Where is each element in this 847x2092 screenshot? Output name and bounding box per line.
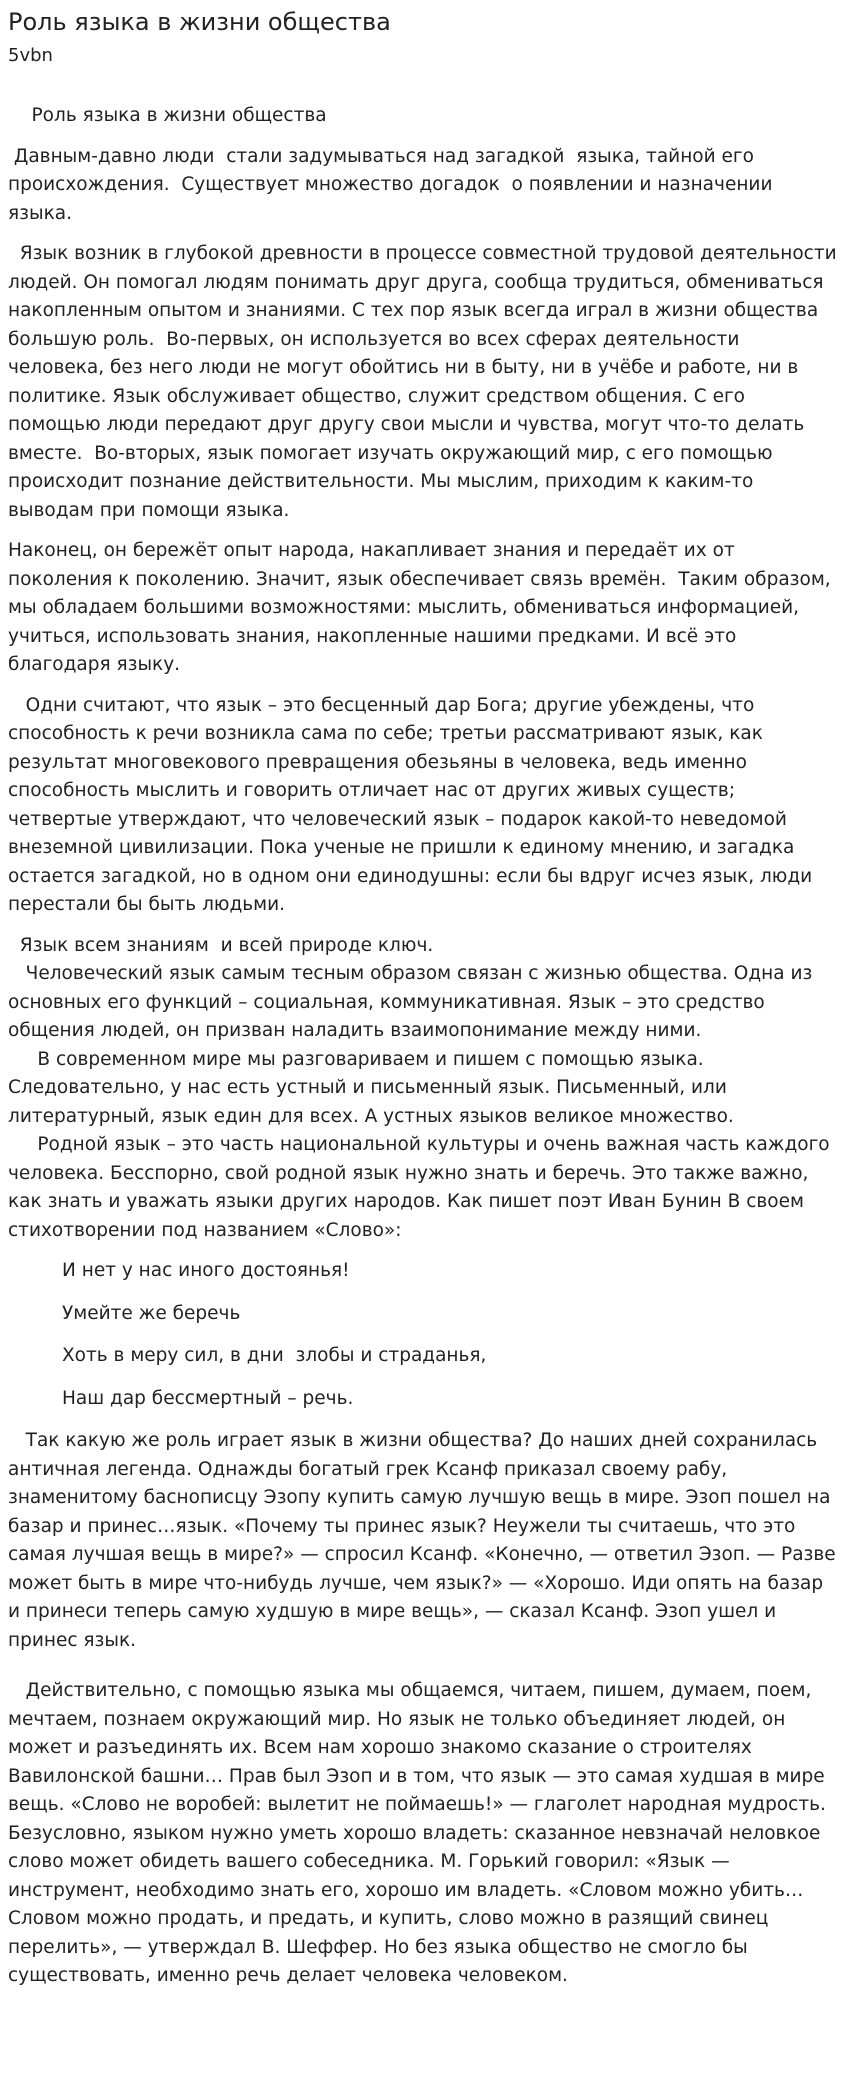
paragraph: Так какую же роль играет язык в жизни общества? До наших дней сохранилась античная легенда. Однажды богатый грек Ксанф приказал своему рабу, знаменитому баснописцу Эзопу купить самую лучшую вещь в мире. Эзоп пошел на базар и принес…язык. «Почему ты принес язык? Неужели ты считаешь, что это самая лучшая вещь в мире?» — спросил Ксанф. «Конечно, — ответил Эзоп. — Разве может быть в мире что-нибудь лучше, чем язык?» — «Хорошо. Иди опять на базар и принеси теперь самую худшую в мире вещь», — сказал Ксанф. Эзоп ушел и принес язык. bbox=[8, 1430, 842, 1651]
poem-line: Хоть в меру сил, в дни злобы и страданья, bbox=[62, 1345, 487, 1366]
essay-heading: Роль языка в жизни общества bbox=[8, 105, 327, 126]
paragraph: Человеческий язык самым тесным образом связан с жизнью общества. Одна из основных его функций – социальная, коммуникативная. Язык – это средство общения людей, он призван наладить взаимопонимание между ними. bbox=[8, 963, 819, 1041]
poem-line: Умейте же беречь bbox=[62, 1302, 241, 1324]
paragraph: Родной язык – это часть национальной культуры и очень важная часть каждого человека. Бесспорно, свой родной язык нужно знать и беречь. Это также важно, как знать и уважать языки других народов. Как пишет поэт Иван Бунин В своем стихотворении под названием «Слово»: bbox=[8, 1134, 836, 1241]
paragraph: Наконец, он бережёт опыт народа, накапливает знания и передаёт их от поколения к поколению. Значит, язык обеспечивает связь времён. Таким образом, мы обладаем большими возможностями: мыслить, обмениваться информацией, учиться, использовать знания, накопленные нашими предками. И всё это благодаря языку. bbox=[8, 540, 837, 675]
paragraph: Действительно, с помощью языка мы общаемся, читаем, пишем, думаем, поем, мечтаем, познаем окружающий мир. Но язык не только объединяет людей, он может и разъединять их. Всем нам хорошо знакомо сказание о строителях Вавилонской башни… Прав был Эзоп и в том, что язык — это самая худшая в мире вещь. «Слово не воробей: вылетит не поймаешь!» — глаголет народная мудрость. Безусловно, языком нужно уметь хорошо владеть: сказанное невзначай неловкое слово может обидеть вашего собеседника. М. Горький говорил: «Язык — инструмент, необходимо знать его, хорошо им владеть. «Словом можно убить… Словом можно продать, и предать, и купить, слово можно в разящий свинец перелить», — утверждал В. Шеффер. Но без языка общество не смогло бы существовать, именно речь делает человека человеком. bbox=[8, 1680, 832, 1986]
paragraph: Одни считают, что язык – это бесценный дар Бога; другие убеждены, что способность к речи возникла сама по себе; третьи рассматривают язык, как результат многовекового превращения обезьяны в человека, ведь именно способность мыслить и говорить отличает нас от других живых существ; четвертые утверждают, что человеческий язык – подарок какой-то неведомой внеземной цивилизации. Пока ученые не пришли к единому мнению, и загадка остается загадкой, но в одном они единодушны: если бы вдруг исчез язык, люди перестали бы быть людьми. bbox=[8, 694, 819, 915]
document-title: Роль языка в жизни общества bbox=[8, 8, 391, 36]
document-author: 5vbn bbox=[8, 45, 53, 66]
paragraph: Язык всем знаниям и всей природе ключ. bbox=[8, 934, 434, 956]
paragraph: В современном мире мы разговариваем и пишем с помощью языка. Следовательно, у нас есть устный и письменный язык. Письменный, или литературный, язык един для всех. А устных языков великое множество. bbox=[8, 1048, 734, 1127]
poem-line: И нет у нас иного достоянья! bbox=[62, 1260, 350, 1281]
document-page bbox=[8, 4, 843, 2003]
document-body bbox=[8, 102, 843, 1991]
poem-line: Наш дар бессмертный – речь. bbox=[62, 1387, 354, 1409]
paragraph: Язык возник в глубокой древности в процессе совместной трудовой деятельности людей. Он помогал людям понимать друг друга, сообща трудиться, обмениваться накопленным опытом и знаниями. С тех пор язык всегда играл в жизни общества большую роль. Во-первых, он используется во всех сферах деятельности человека, без него люди не могут обойтись ни в быту, ни в учёбе и работе, ни в политике. Язык обслуживает общество, служит средством общения. С его помощью люди передают друг другу свои мысли и чувства, могут что-то делать вместе. Во-вторых, язык помогает изучать окружающий мир, с его помощью происходит познание действительности. Мы мыслим, приходим к каким-то выводам при помощи языка. bbox=[8, 243, 843, 521]
paragraph: Давным-давно люди стали задумываться над загадкой языка, тайной его происхождения. Существует множество догадок о появлении и назначении языка. bbox=[8, 145, 779, 224]
